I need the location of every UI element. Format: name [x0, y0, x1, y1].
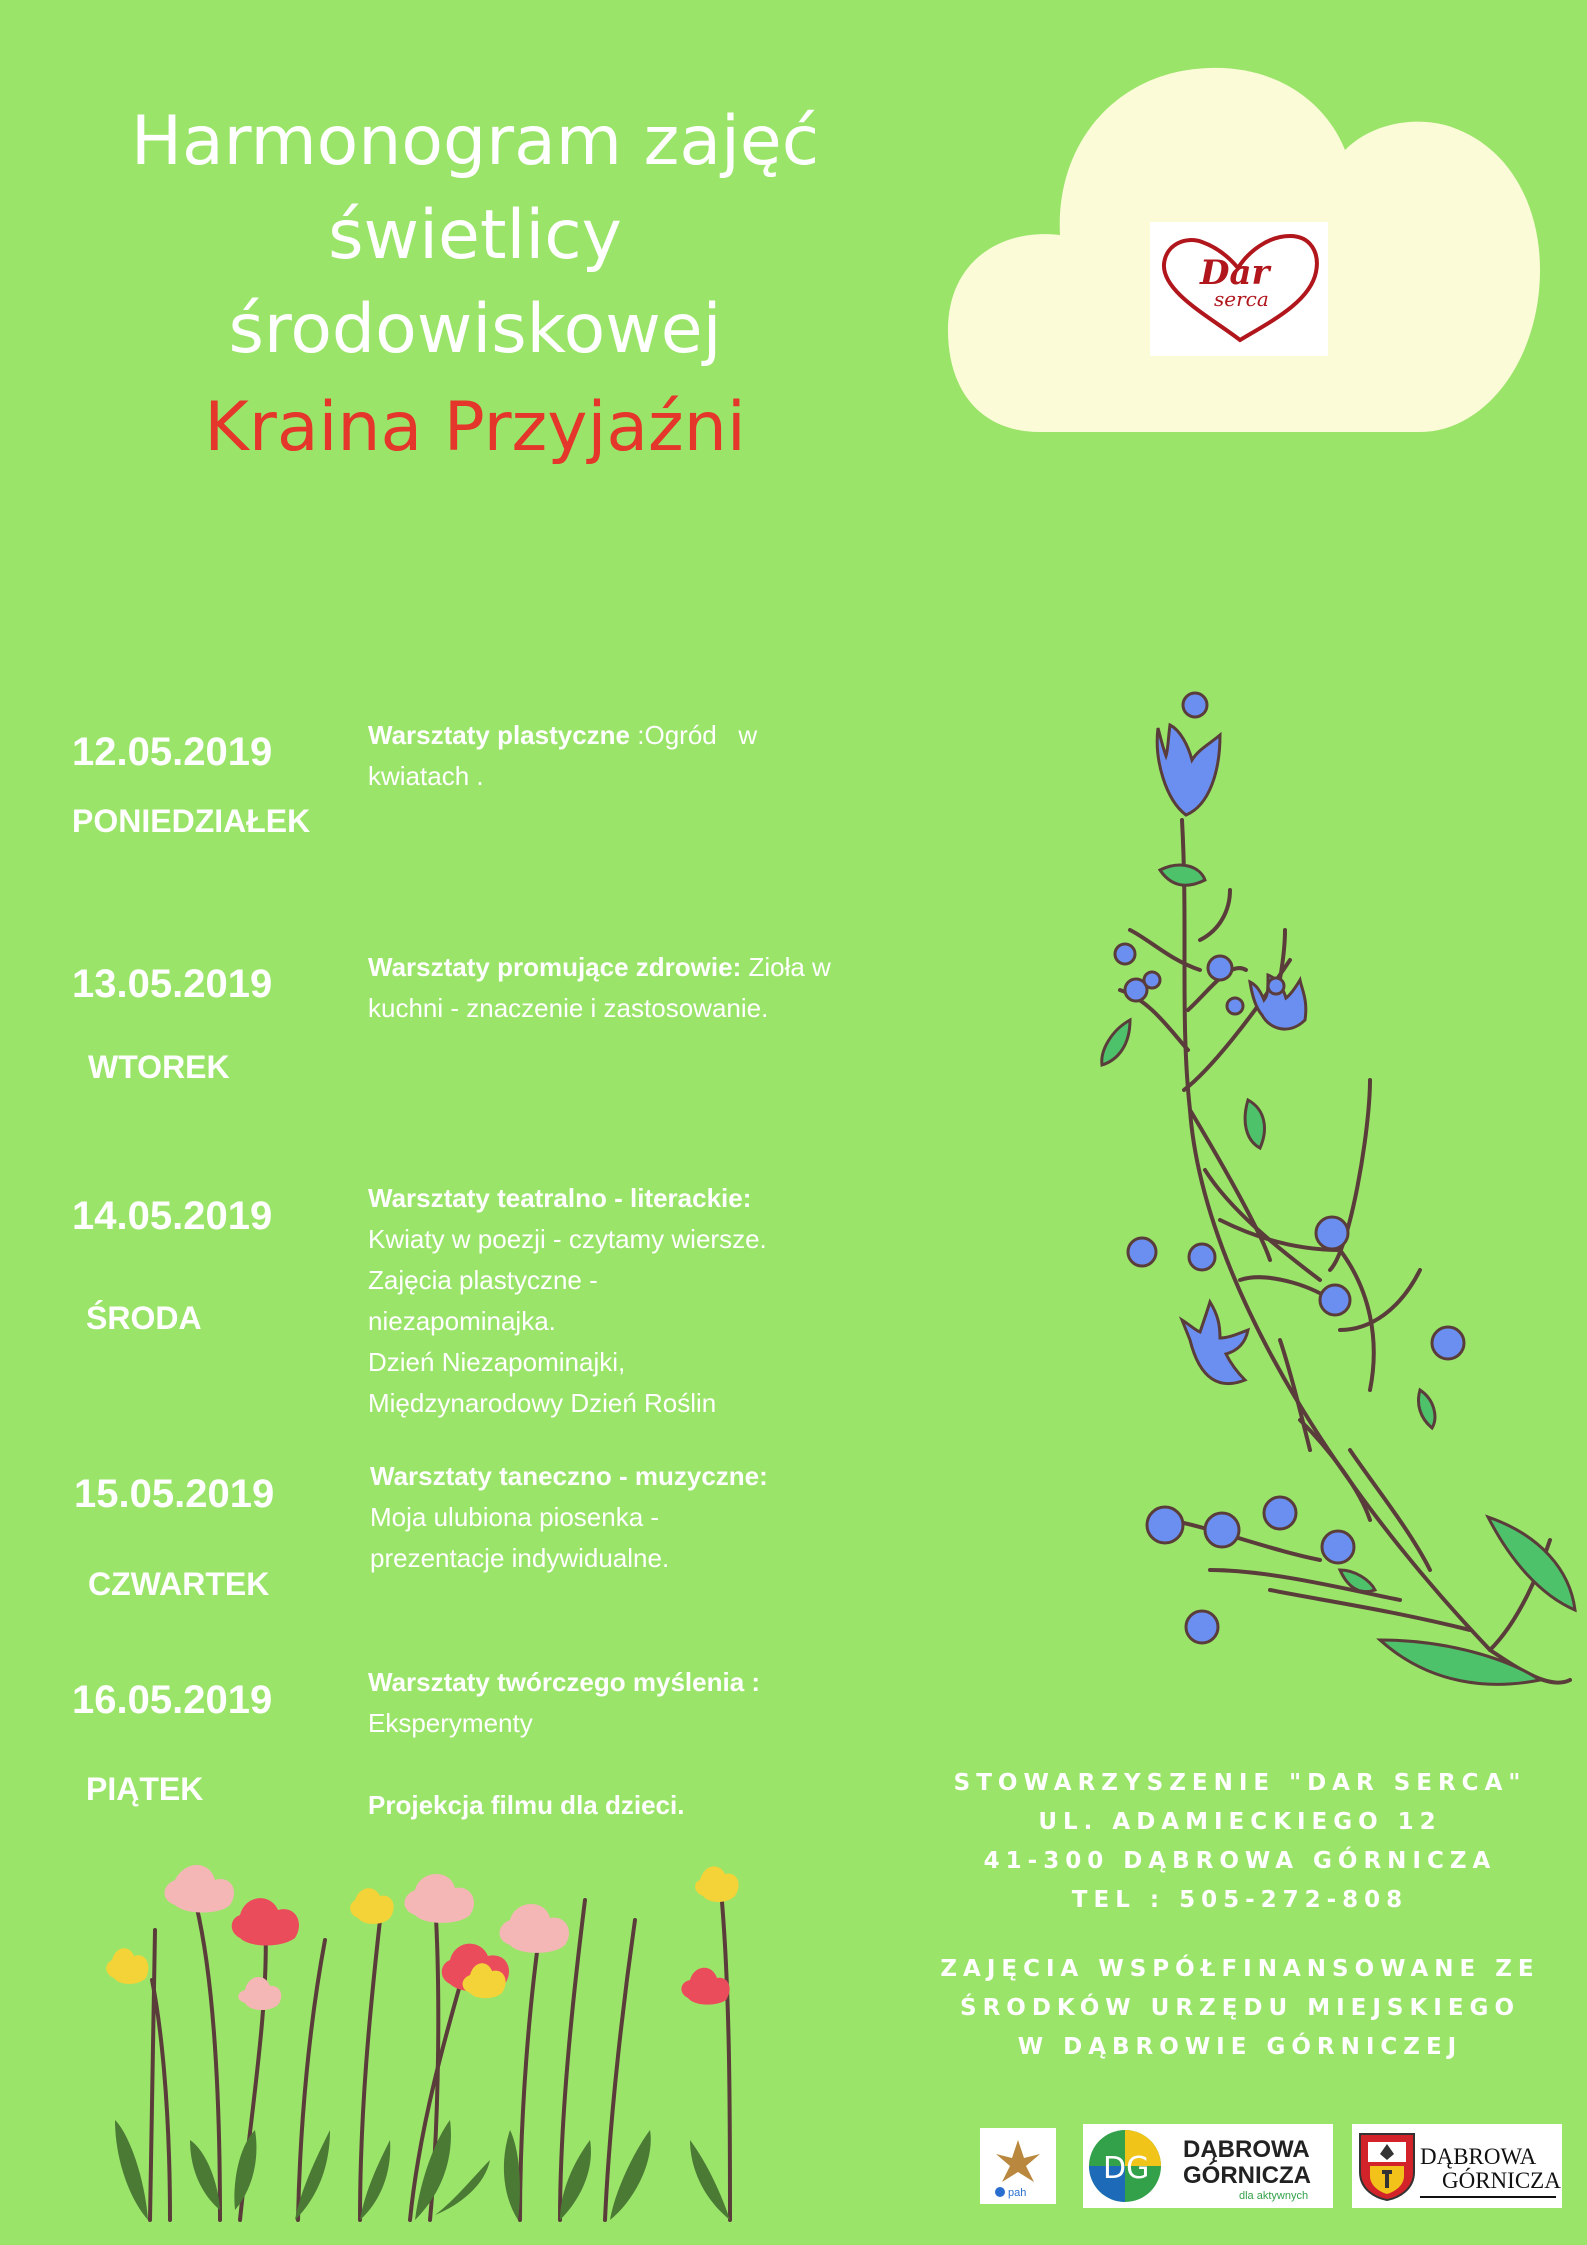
svg-text:DG: DG	[1103, 2151, 1150, 2186]
blue-flower-branch-illustration	[1070, 690, 1587, 1720]
logo-text-dar: Dar	[1200, 253, 1270, 293]
dg-text-line-2: GÓRNICZA	[1183, 2162, 1311, 2189]
desc-5-extra: Projekcja filmu dla dzieci.	[368, 1790, 685, 1820]
desc-3-line-2: Zajęcia plastyczne -	[368, 1265, 598, 1295]
city-crest-logo	[1352, 2124, 1562, 2208]
contact-line-2: UL. ADAMIECKIEGO 12	[1038, 1809, 1442, 1835]
desc-5-line-1: Eksperymenty	[368, 1708, 533, 1738]
desc-3	[368, 1178, 858, 1424]
desc-3-bold: Warsztaty teatralno - literackie:	[368, 1183, 752, 1213]
desc-3-line-1: Kwiaty w poezji - czytamy wiersze.	[368, 1224, 767, 1254]
date-4: 15.05.2019	[74, 1472, 275, 1516]
desc-5	[368, 1662, 858, 1826]
desc-2-text: Zioła w kuchni - znaczenie i zastosowanie.	[368, 952, 831, 1023]
desc-4-line-2: prezentacje indywidualne.	[370, 1543, 670, 1573]
day-3: ŚRODA	[86, 1300, 202, 1336]
funding-line-2: ŚRODKÓW URZĘDU MIEJSKIEGO	[960, 1995, 1520, 2021]
tulips-illustration	[90, 1860, 830, 2240]
pah-figure-icon	[980, 2128, 1056, 2204]
desc-2-bold: Warsztaty promujące zdrowie:	[368, 952, 742, 982]
contact-line-4: TEL : 505-272-808	[1071, 1887, 1409, 1913]
funding-line-3: W DĄBROWIE GÓRNICZEJ	[1017, 2034, 1463, 2060]
dg-circle-icon	[1087, 2128, 1163, 2204]
title-line-3: środowiskowej	[228, 290, 722, 369]
desc-1-text: :Ogród w kwiatach .	[368, 720, 758, 791]
title-line-4: Kraina Przyjaźni	[204, 388, 746, 467]
day-5: PIĄTEK	[86, 1771, 204, 1807]
desc-3-line-3: niezapominajka.	[368, 1306, 556, 1336]
city-crest-icon	[1358, 2132, 1416, 2202]
desc-1	[368, 715, 788, 797]
desc-5-bold: Warsztaty twórczego myślenia :	[368, 1667, 761, 1697]
desc-4-bold: Warsztaty taneczno - muzyczne:	[370, 1461, 768, 1491]
contact-line-1: STOWARZYSZENIE "DAR SERCA"	[953, 1770, 1527, 1796]
desc-3-line-4: Dzień Niezapominajki,	[368, 1347, 626, 1377]
desc-4-line-1: Moja ulubiona piosenka -	[370, 1502, 660, 1532]
pah-logo-text: pah	[1008, 2187, 1027, 2199]
date-5: 16.05.2019	[72, 1678, 273, 1722]
contact-line-3: 41-300 DĄBROWA GÓRNICZA	[983, 1848, 1497, 1874]
date-2: 13.05.2019	[72, 962, 273, 1006]
dg-active-logo	[1083, 2124, 1333, 2208]
dg-text-line-1: DĄBROWA	[1183, 2136, 1310, 2163]
logo-text-serca: serca	[1214, 287, 1269, 311]
funding-line-1: ZAJĘCIA WSPÓŁFINANSOWANE ZE	[940, 1956, 1540, 1982]
desc-3-line-5: Międzynarodowy Dzień Roślin	[368, 1388, 717, 1418]
day-1: PONIEDZIAŁEK	[72, 803, 311, 839]
desc-4	[370, 1456, 860, 1579]
day-2: WTOREK	[88, 1049, 230, 1085]
day-4: CZWARTEK	[88, 1566, 270, 1602]
title-line-2: świetlicy	[328, 196, 622, 275]
title-line-1: Harmonogram zajęć	[130, 102, 820, 181]
desc-1-bold: Warsztaty plastyczne	[368, 720, 631, 750]
contact-block	[930, 1764, 1550, 1920]
desc-2	[368, 947, 848, 1029]
heart-logo-icon	[1150, 222, 1328, 356]
city-logo-underline	[1420, 2196, 1556, 2198]
pah-logo	[980, 2128, 1056, 2204]
date-1: 12.05.2019	[72, 730, 273, 774]
poster-title	[40, 95, 910, 475]
dar-serca-logo	[1150, 222, 1328, 356]
city-text-line-2: GÓRNICZA	[1442, 2168, 1561, 2193]
funding-block	[930, 1950, 1550, 2067]
city-text-line-1: DĄBROWA	[1420, 2144, 1537, 2169]
dg-tagline: dla aktywnych	[1239, 2190, 1309, 2202]
date-3: 14.05.2019	[72, 1194, 273, 1238]
